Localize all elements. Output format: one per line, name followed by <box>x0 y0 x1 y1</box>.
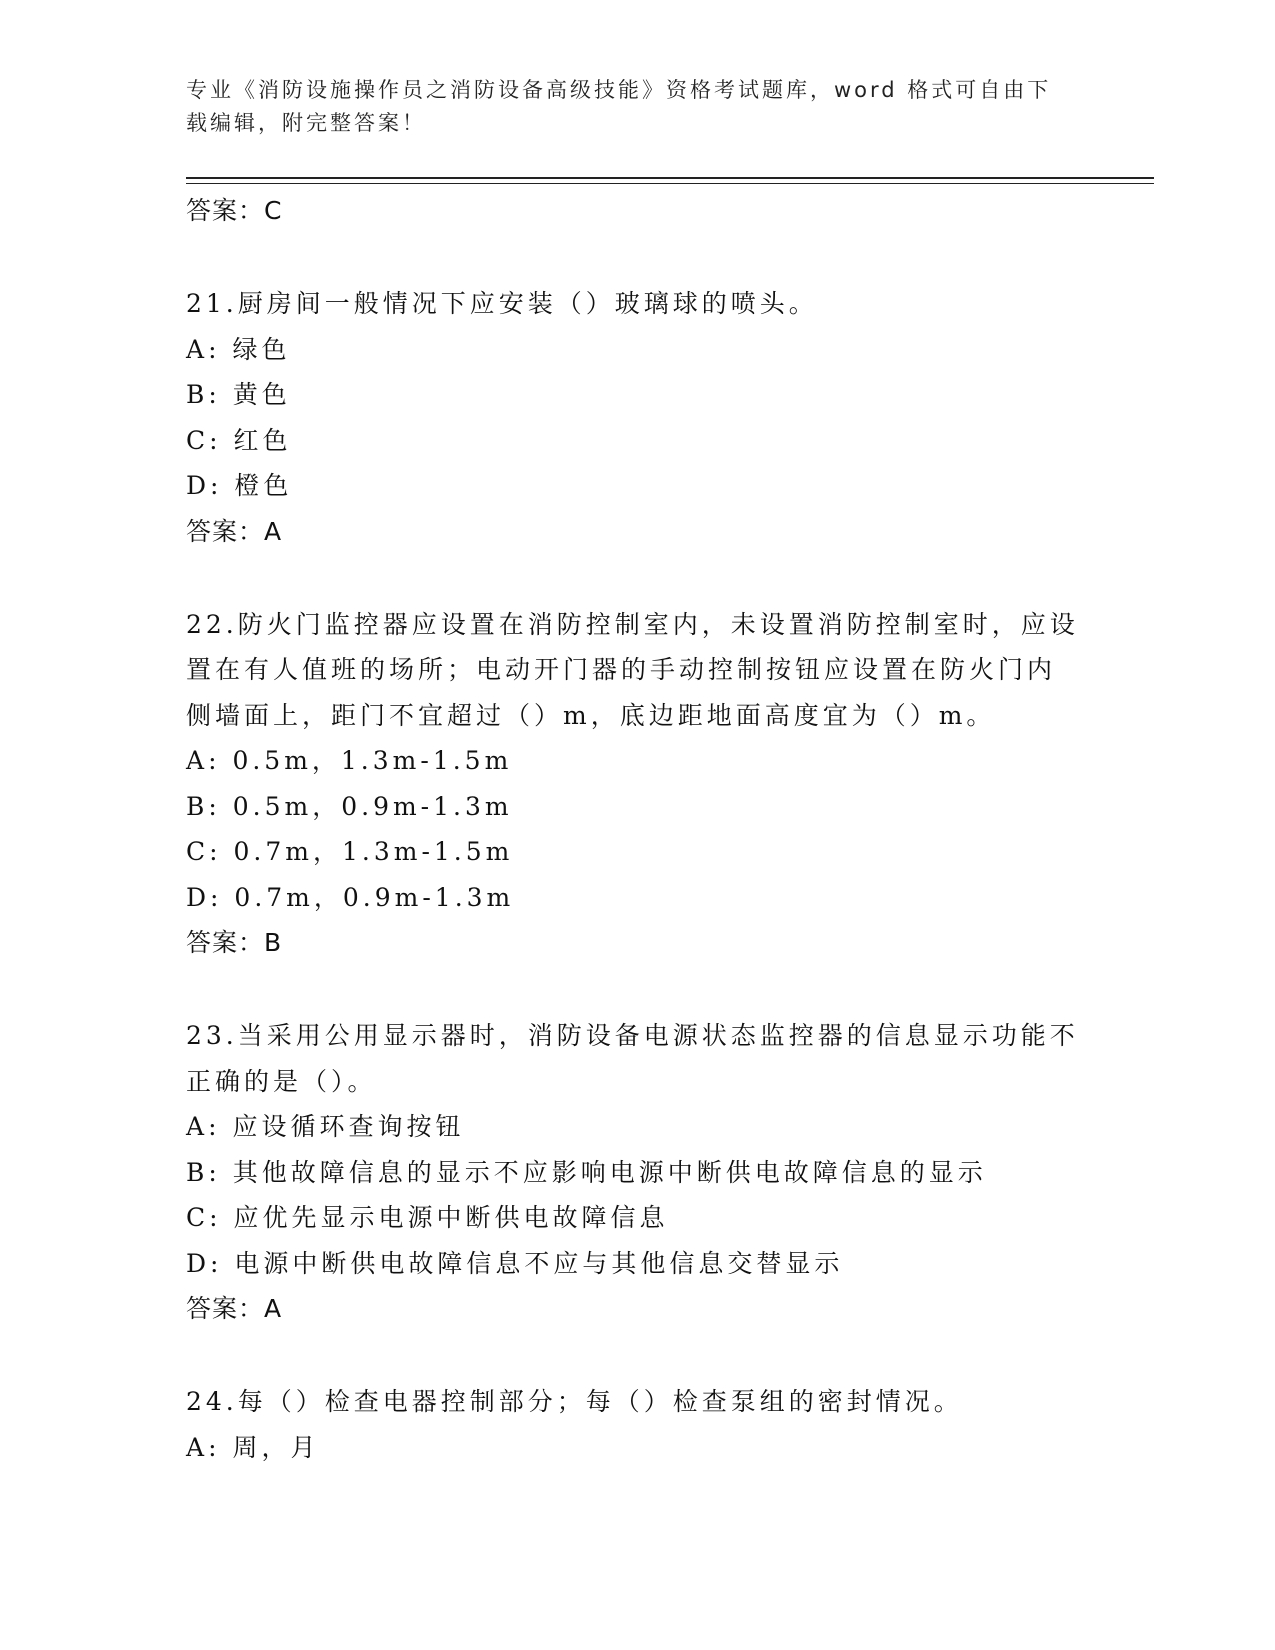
option-text: 0.7m，0.9m-1.3m <box>234 882 515 912</box>
option-text: 0.5m，0.9m-1.3m <box>232 791 513 821</box>
question-23 <box>186 1013 1086 1331</box>
option-key: D <box>186 471 211 500</box>
question-stem: 侧墙面上，距门不宜超过（）m，底边距地面高度宜为（）m。 <box>186 700 996 730</box>
option-text: 红色 <box>233 425 292 455</box>
header-line: 载编辑，附完整答案！ <box>186 111 426 135</box>
question-stem: 24.每（）检查电器控制部分；每（）检查泵组的密封情况。 <box>186 1387 963 1416</box>
option-key: A <box>186 1112 209 1141</box>
question-21 <box>186 281 1086 554</box>
option-text: 绿色 <box>232 334 291 364</box>
option-key: C <box>186 1203 210 1232</box>
option-c: C: 0.7m，1.3m-1.5m <box>186 837 514 866</box>
question-stem: 正确的是（）。 <box>186 1066 377 1096</box>
answer-label: 答案：B <box>186 928 283 957</box>
spacer <box>186 1331 1086 1379</box>
question-22 <box>186 602 1086 966</box>
option-key: B <box>186 380 209 409</box>
option-text: 应设循环查询按钮 <box>232 1112 465 1141</box>
question-list <box>186 188 1086 1470</box>
option-d: D: 橙色 <box>186 471 293 500</box>
option-d: D: 电源中断供电故障信息不应与其他信息交替显示 <box>186 1248 844 1278</box>
option-text: 0.5m，1.3m-1.5m <box>232 746 513 775</box>
header-line: 专业《消防设施操作员之消防设备高级技能》资格考试题库，word 格式可自由下 <box>186 78 1052 102</box>
option-a: A: 绿色 <box>186 334 291 364</box>
option-c: C: 红色 <box>186 425 292 455</box>
option-text: 黄色 <box>232 380 291 409</box>
option-text: 其他故障信息的显示不应影响电源中断供电故障信息的显示 <box>232 1157 987 1187</box>
question-stem: 22.防火门监控器应设置在消防控制室内，未设置消防控制室时，应设 <box>186 609 1079 639</box>
option-a: A: 周，月 <box>186 1432 320 1462</box>
question-stem: 23.当采用公用显示器时，消防设备电源状态监控器的信息显示功能不 <box>186 1021 1079 1050</box>
option-text: 电源中断供电故障信息不应与其他信息交替显示 <box>234 1248 844 1278</box>
option-c: C: 应优先显示电源中断供电故障信息 <box>186 1203 669 1232</box>
option-text: 周，月 <box>232 1432 320 1462</box>
option-b: B: 黄色 <box>186 380 291 409</box>
option-key: A <box>186 746 209 775</box>
option-key: A <box>186 334 209 364</box>
spacer <box>186 554 1086 602</box>
document-header <box>186 74 1066 140</box>
answer-label: 答案：A <box>186 1294 283 1323</box>
question-stem: 置在有人值班的场所；电动开门器的手动控制按钮应设置在防火门内 <box>186 655 1057 684</box>
option-b: B: 0.5m，0.9m-1.3m <box>186 791 513 821</box>
option-text: 0.7m，1.3m-1.5m <box>233 837 514 866</box>
option-key: A <box>186 1432 209 1462</box>
option-a: A: 应设循环查询按钮 <box>186 1112 465 1141</box>
option-key: B <box>186 791 209 821</box>
answer-label: 答案：A <box>186 516 283 546</box>
question-24 <box>186 1379 1086 1470</box>
question-stem: 21.厨房间一般情况下应安装（）玻璃球的喷头。 <box>186 289 818 318</box>
option-key: D <box>186 882 211 912</box>
option-key: C <box>186 837 210 866</box>
option-key: C <box>186 425 210 455</box>
spacer <box>186 233 1086 281</box>
previous-answer: 答案：C <box>186 196 283 225</box>
option-text: 橙色 <box>234 471 293 500</box>
option-d: D: 0.7m，0.9m-1.3m <box>186 882 515 912</box>
header-divider <box>186 177 1154 179</box>
option-a: A: 0.5m，1.3m-1.5m <box>186 746 513 775</box>
spacer <box>186 965 1086 1013</box>
header-divider-thin <box>186 183 1154 184</box>
option-key: B <box>186 1157 209 1187</box>
option-text: 应优先显示电源中断供电故障信息 <box>233 1203 669 1232</box>
option-b: B: 其他故障信息的显示不应影响电源中断供电故障信息的显示 <box>186 1157 987 1187</box>
option-key: D <box>186 1248 211 1278</box>
